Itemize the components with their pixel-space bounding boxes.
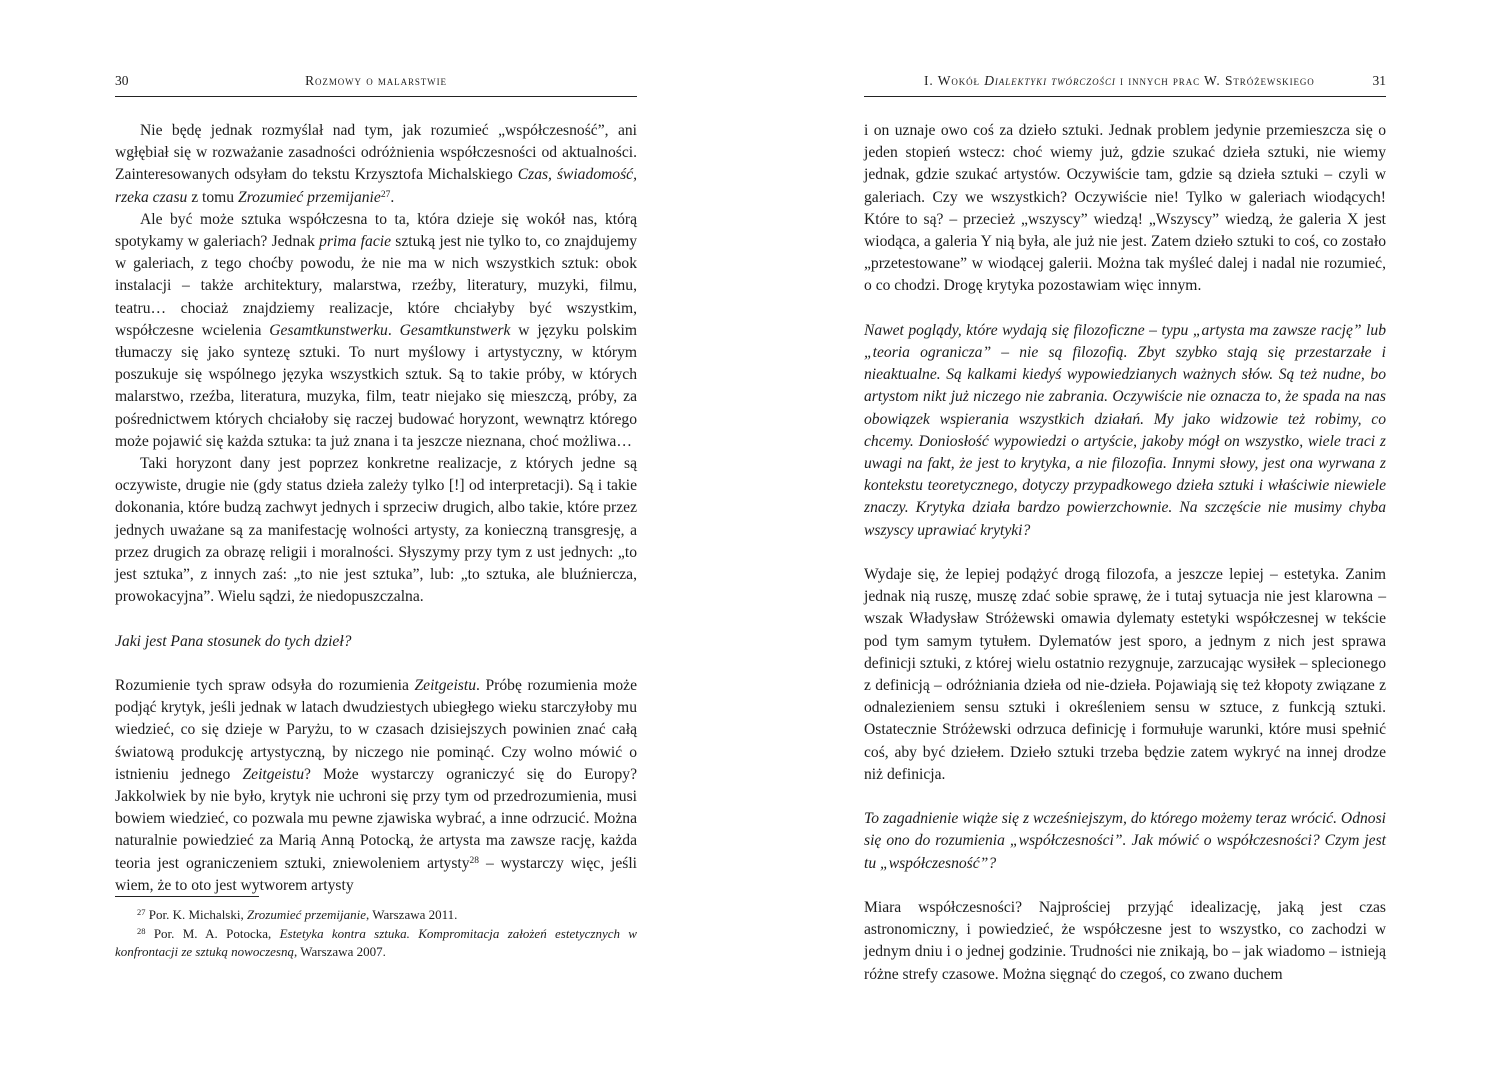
interview-question: Jaki jest Pana stosunek do tych dzieł? — [115, 632, 352, 650]
left-running-head — [115, 72, 637, 97]
running-title: Rozmowy o malarstwie — [305, 73, 447, 88]
paragraph: Rozumienie tych spraw odsyła do rozumienia Zeitgeistu. Próbę rozumienia może podjąć krytyk, jeśli jednak w latach dwudziestych ubiegłego wieku starczyłoby mu wiedzieć, co się dzieje w Paryżu, to w czasach dzisiejszych powinien znać całą światową produkcję artystyczną, by niczego nie pominąć. Czy wolno mówić o istnieniu jednego Zeitgeistu? Może wystarczy ograniczyć się do Europy? Jakkolwiek by nie było, krytyk nie uchroni się przy tym od przedrozumienia, musi bowiem wiedzieć, co pozwala mu pewne zjawiska wybrać, a inne odrzucić. Można naturalnie powiedzieć za Marią Anną Potocką, że artysta ma zawsze rację, każda teoria jest ograniczeniem sztuki, zniewoleniem artysty$^{28}$ – wystarczy więc, jeśli wiem, że to oto jest wytworem artysty — [115, 677, 638, 894]
footnote-27: $^{27}$ Por. K. Michalski, Zrozumieć przemijanie, Warszawa 2011. — [137, 907, 458, 922]
paragraph: Nie będę jednak rozmyślał nad tym, jak rozumieć „współczesność”, ani wgłębiał się w rozważanie zasadności odróżnienia współczesności od aktualności. Zainteresowanych odsyłam do tekstu Krzysztofa Michalskiego Czas, świadomość, rzeka czasu z tomu Zrozumieć przemijanie$^{27}$. — [115, 122, 637, 206]
running-title: I. Wokół Dialektyki twórczości i innych prac W. Stróżewskiego — [924, 73, 1315, 88]
interview-question: Nawet poglądy, które wydają się filozoficzne – typu „artysta ma zawsze rację” lub „teoria ogranicza” – nie są filozofią. Zbyt szybko stają się przestarzałe i nieaktualne. Są kalkami kiedyś wypowiedzianych ważnych słów. Są też nudne, bo artystom nikt już niczego nie zabrania. Oczywiście nie oznacza to, że spada na nas obowiązek wspierania wszystkich działań. My jako widzowie też robimy, co chcemy. Doniosłość wypowiedzi o artyście, jakoby mógł on wszystko, wiele traci z uwagi na fakt, że jest to krytyka, a nie filozofia. Innymi słowy, jest ona wyrwana z kontekstu teoretycznego, dotyczy przypadkowego dzieła sztuki i właściwie niewiele znaczy. Krytyka działa bardzo powierzchownie. Na szczęście nie musimy chyba wszyscy uprawiać krytyki? — [864, 321, 1386, 539]
footnote-28: $^{28}$ Por. M. A. Potocka, Estetyka kontra sztuka. Kompromitacja założeń estetycznych w konfrontacji ze sztuką nowoczesną, Warszawa 2007. — [115, 925, 637, 959]
paragraph: Miara współczesności? Najprościej przyjąć idealizację, jaką jest czas astronomiczny, i powiedzieć, że współczesne jest to wszystko, co zachodzi w jednym dniu i o jednej godzinie. Trudności nie znikają, bo – jak wiadomo – istnieją różne strefy czasowe. Można sięgnąć do czegoś, co zwano duchem — [864, 899, 1386, 983]
interview-question: To zagadnienie wiąże się z wcześniejszym, do którego możemy teraz wrócić. Odnosi się ono do rozumienia „współczesności”. Jak mówić o współczesności? Czym jest tu „współczesność”? — [864, 810, 1386, 872]
footnotes — [115, 906, 637, 962]
right-running-head — [864, 72, 1386, 97]
page-number: 31 — [1372, 73, 1386, 88]
paragraph: Taki horyzont dany jest poprzez konkretne realizacje, z których jedne są oczywiste, drugie nie (gdy status dzieła zależy tylko [!] od interpretacji). Są i takie dokonania, które budzą zachwyt jednych i sprzeciw drugich, albo takie, które przez jednych uważane są za manifestację wolności artysty, za konieczną transgresję, a przez drugich za obrazę religii i moralności. Słyszymy przy tym z ust jednych: „to jest sztuka”, z innych zaś: „to nie jest sztuka”, lub: „to sztuka, ale bluźniercza, prowokacyjna”. Wielu sądzi, że niedopuszczalna. — [115, 455, 637, 606]
footnote-rule — [115, 896, 259, 897]
left-body-text — [115, 120, 637, 897]
right-body-text — [864, 120, 1386, 986]
paragraph: Wydaje się, że lepiej podążyć drogą filozofa, a jeszcze lepiej – estetyka. Zanim jednak nią ruszę, muszę zdać sobie sprawę, że i tutaj sytuacja nie jest klarowna – wszak Władysław Stróżewski omawia dylematy estetyki współczesnej w tekście pod tym samym tytułem. Dylematów jest sporo, a jednym z nich jest sprawa definicji sztuki, z której wielu ostatnio rezygnuje, zarzucając wysiłek – splecionego z definicją – odróżniania dzieła od nie-dzieła. Pojawiają się też kłopoty związane z odnalezieniem sensu sztuki i określeniem sensu w sztuce, z funkcją sztuki. Ostatecznie Stróżewski odrzuca definicję i formułuje warunki, które musi spełnić coś, aby być dziełem. Dzieło sztuki trzeba będzie zatem wykryć na innej drodze niż definicja. — [864, 566, 1386, 783]
paragraph: i on uznaje owo coś za dzieło sztuki. Jednak problem jedynie przemieszcza się o jeden stopień wstecz: choć wiemy już, gdzie szukać dzieła sztuki, nie wiemy jednak, gdzie szukać artystów. Oczywiście tam, gdzie są dzieła sztuki – czyli w galeriach. Czy we wszystkich? Oczywiście nie! Tylko w galeriach wiodących! Które to są? – przecież „wszyscy” wiedzą! „Wszyscy” wiedzą, że galeria X jest wiodąca, a galeria Y nią była, ale już nie jest. Zatem dzieło sztuki to coś, co zostało „przetestowane” w wiodącej galerii. Można tak myśleć dalej i nadal nie rozumieć, o co chodzi. Drogę krytyka pozostawiam więc innym. — [864, 122, 1386, 295]
paragraph: Ale być może sztuka współczesna to ta, która dzieje się wokół nas, którą spotykamy w galeriach? Jednak prima facie sztuką jest nie tylko to, co znajdujemy w galeriach, z tego choćby powodu, że nie ma w nich wszystkich sztuk: obok instalacji – także architektury, malarstwa, rzeźby, literatury, muzyki, filmu, teatru… chociaż znajdziemy realizacje, które chciałyby być wszystkim, współczesne wcielenia Gesamtkunstwerku. Gesamtkunstwerk w języku polskim tłumaczy się jako syntezę sztuki. To nurt myślowy i artystyczny, w którym poszukuje się wspólnego języka wszystkich sztuk. Są to takie próby, w których malarstwo, rzeźba, literatura, muzyka, film, teatr niejako się mieszczą, próby, za pośrednictwem których chciałoby się raczej budować horyzont, wewnątrz którego może pojawić się każda sztuka: ta już znana i ta jeszcze nieznana, choć możliwa… — [115, 210, 637, 450]
page-number: 30 — [115, 73, 129, 88]
